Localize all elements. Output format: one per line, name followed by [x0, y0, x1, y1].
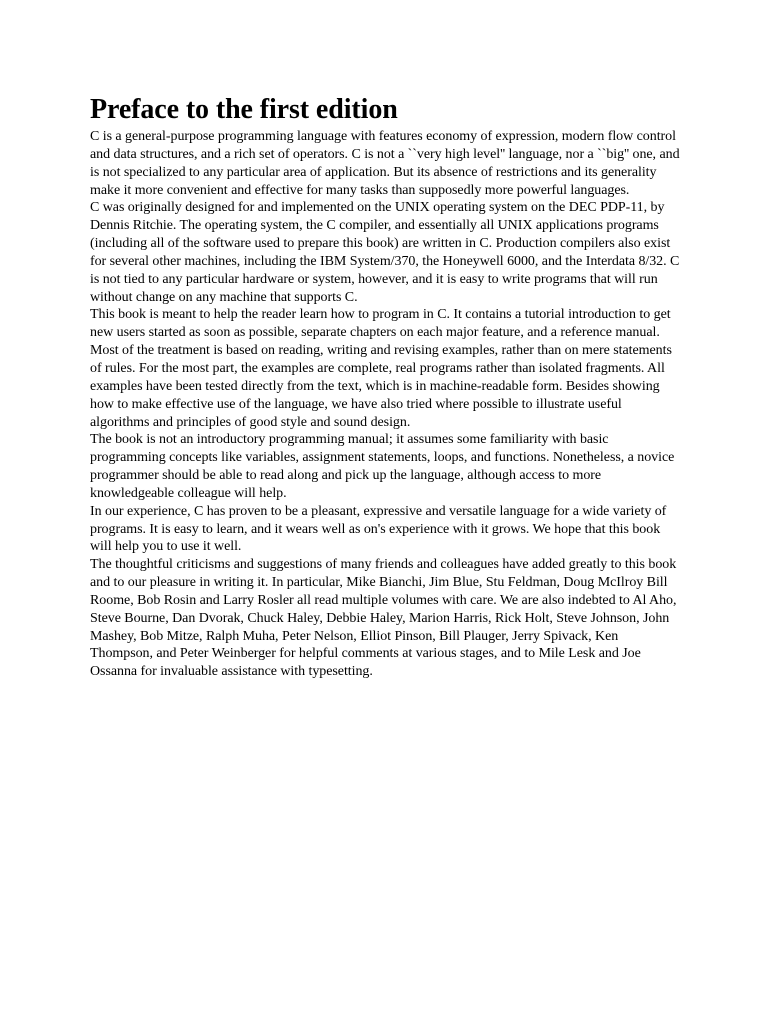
paragraph-6: The thoughtful criticisms and suggestions of many friends and colleagues have added greatly to this book and to our pleasure in writing it. In particular, Mike Bianchi, Jim Blue, Stu Feldman, Doug McIlroy Bill Roome, Bob Rosin and Larry Rosler all read multiple volumes with care. We are also indebted to Al Aho, Steve Bourne, Dan Dvorak, Chuck Haley, Debbie Haley, Marion Harris, Rick Holt, Steve Johnson, John Mashey, Bob Mitze, Ralph Muha, Peter Nelson, Elliot Pinson, Bill Plauger, Jerry Spivack, Ken Thompson, and Peter Weinberger for helpful comments at various stages, and to Mile Lesk and Joe Ossanna for invaluable assistance with typesetting.: [90, 557, 677, 680]
document-page: [90, 92, 680, 681]
paragraph-3: This book is meant to help the reader learn how to program in C. It contains a tutorial introduction to get new users started as soon as possible, separate chapters on each major feature, and a reference manual. Most of the treatment is based on reading, writing and revising examples, rather than on mere statements of rules. For the most part, the examples are complete, real programs rather than isolated fragments. All examples have been tested directly from the text, which is in machine-readable form. Besides showing how to make effective use of the language, we have also tried where possible to illustrate useful algorithms and principles of good style and sound design.: [90, 307, 672, 430]
paragraph-4: The book is not an introductory programming manual; it assumes some familiarity with basic programming concepts like variables, assignment statements, loops, and functions. Nonetheless, a novice programmer should be able to read along and pick up the language, although access to more knowledgeable colleague will help.: [90, 432, 675, 501]
paragraph-1: C is a general-purpose programming language with features economy of expression, modern flow control and data structures, and a rich set of operators. C is not a ``very high level'' language, nor a ``big'' one, and is not specialized to any particular area of application. But its absence of restrictions and its generality make it more convenient and effective for many tasks than supposedly more powerful languages.: [90, 129, 680, 198]
paragraph-5: In our experience, C has proven to be a pleasant, expressive and versatile language for a wide variety of programs. It is easy to learn, and it wears well as on's experience with it grows. We hope that this book will help you to use it well.: [90, 503, 667, 555]
page-title: Preface to the first edition: [90, 94, 398, 125]
paragraph-2: C was originally designed for and implemented on the UNIX operating system on the DEC PDP-11, by Dennis Ritchie. The operating system, the C compiler, and essentially all UNIX applications programs (including all of the software used to prepare this book) are written in C. Production compilers also exist for several other machines, including the IBM System/370, the Honeywell 6000, and the Interdata 8/32. C is not tied to any particular hardware or system, however, and it is easy to write programs that will run without change on any machine that supports C.: [90, 200, 680, 305]
